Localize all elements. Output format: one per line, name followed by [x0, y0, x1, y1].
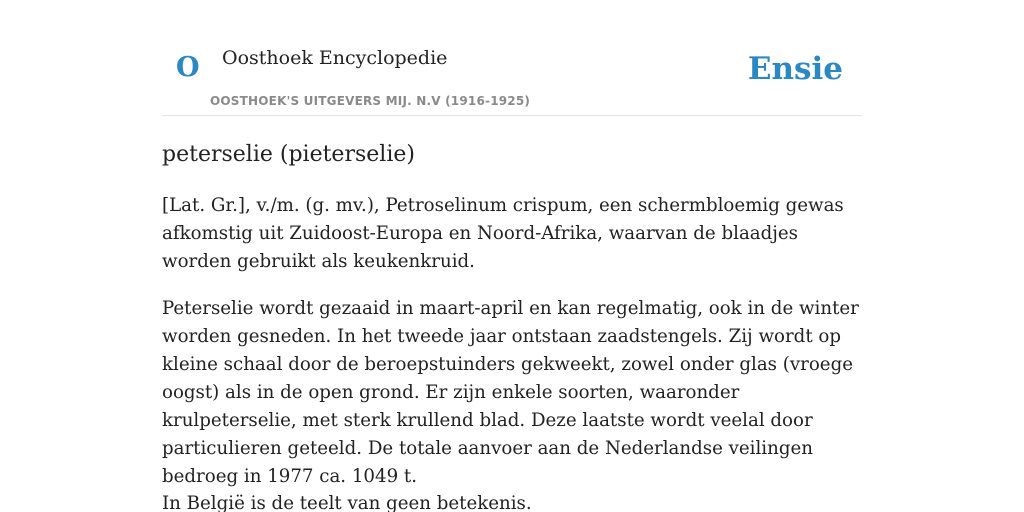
page	[162, 0, 862, 512]
site-header	[162, 0, 862, 116]
publisher-label: OOSTHOEK'S UITGEVERS MIJ. N.V (1916-1925)	[210, 94, 531, 108]
encyclopedia-title[interactable]: Oosthoek Encyclopedie	[222, 47, 448, 69]
ensie-logo-link[interactable]: Ensie	[747, 51, 843, 87]
entry-paragraph: [Lat. Gr.], v./m. (g. mv.), Petroselinum crispum, een schermbloemig gewas afkomstig uit Zuidoost-Europa en Noord-Afrika, waarvan de blaadjes worden gebruikt als keukenkruid.	[162, 195, 844, 272]
entry-paragraph: Peterselie wordt gezaaid in maart-april en kan regelmatig, ook in de winter worden gesneden. In het tweede jaar ontstaan zaadstengels. Zij wordt op kleine schaal door de beroepstuinders gekweekt, zowel onder glas (vroege oogst) als in de open grond. Er zijn enkele soorten, waaronder krulpeterselie, met sterk krullend blad. Deze laatste wordt veelal door particulieren geteeld. De totale aanvoer aan de Nederlandse veilingen bedroeg in 1977 ca. 1049 t.	[162, 298, 859, 487]
encyclopedia-logo[interactable]: O	[176, 52, 200, 83]
entry-paragraph: In België is de teelt van geen betekenis.	[162, 493, 532, 512]
entry-title: peterselie (pieterselie)	[162, 142, 415, 167]
